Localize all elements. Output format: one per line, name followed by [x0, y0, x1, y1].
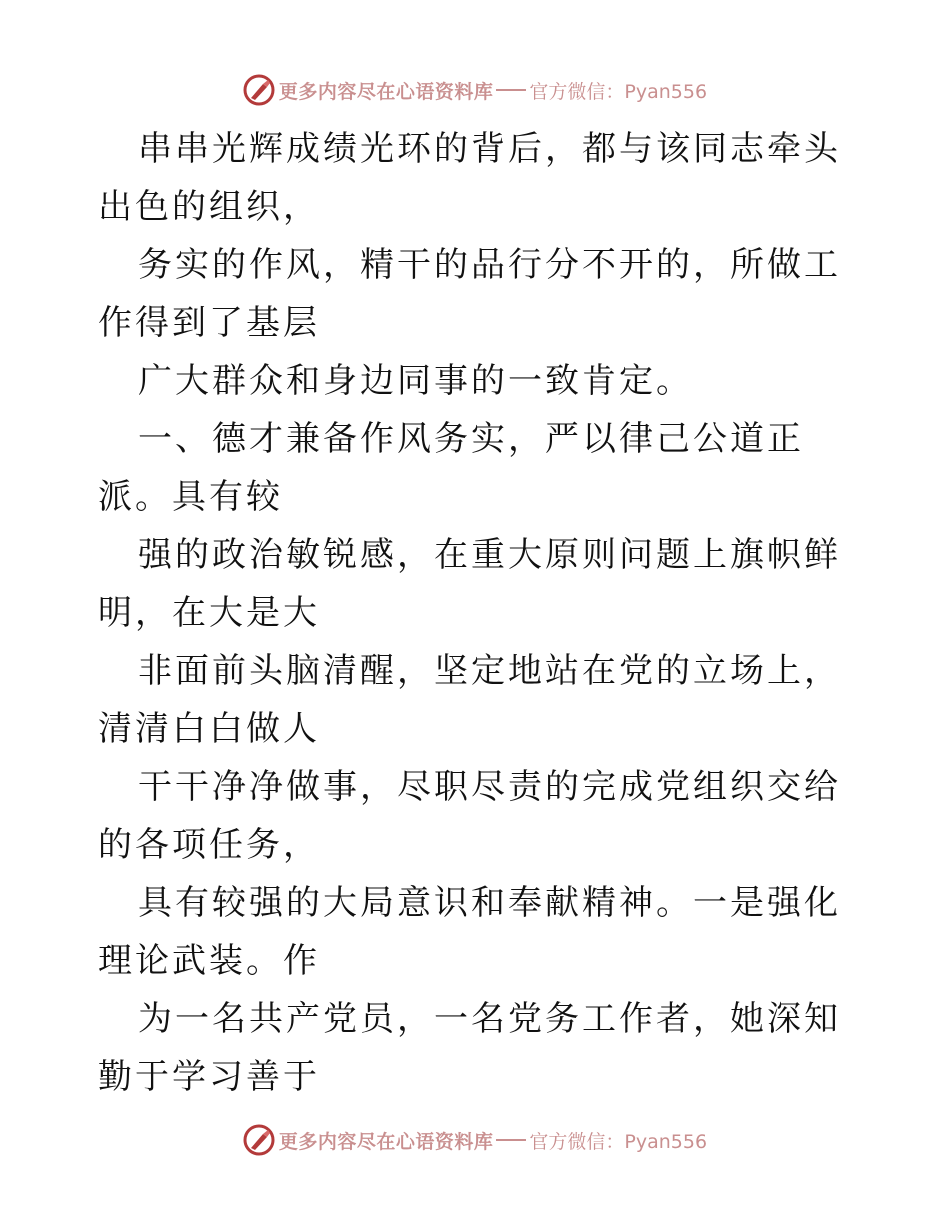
paragraph-7: 干干净净做事，尽职尽责的完成党组织交给的各项任务， — [98, 767, 841, 865]
header-banner — [0, 70, 950, 110]
footer-dash — [496, 1139, 526, 1141]
paragraph-9: 为一名共产党员，一名党务工作者，她深知勤于学习善于 — [98, 999, 841, 1097]
paragraph-5: 强的政治敏锐感，在重大原则问题上旗帜鲜明，在大是大 — [98, 535, 841, 633]
pen-logo-icon — [243, 1124, 275, 1156]
header-dash — [496, 89, 526, 91]
footer-banner — [0, 1120, 950, 1160]
paragraph-8: 具有较强的大局意识和奉献精神。一是强化理论武装。作 — [98, 883, 841, 981]
footer-contact-text: 官方微信：Pyan556 — [529, 1130, 708, 1153]
document-body — [98, 120, 858, 1106]
paragraph-2: 务实的作风，精干的品行分不开的，所做工作得到了基层 — [98, 245, 841, 343]
header-contact-text: 官方微信：Pyan556 — [529, 80, 708, 103]
footer-promo-text: 更多内容尽在心语资料库 — [278, 1130, 494, 1153]
pen-logo-icon — [243, 74, 275, 106]
paragraph-6: 非面前头脑清醒，坚定地站在党的立场上，清清白白做人 — [98, 651, 841, 749]
paragraph-3: 广大群众和身边同事的一致肯定。 — [138, 361, 693, 401]
paragraph-4: 一、德才兼备作风务实，严以律己公道正派。具有较 — [98, 419, 804, 517]
header-promo-text: 更多内容尽在心语资料库 — [278, 80, 494, 103]
paragraph-1: 串串光辉成绩光环的背后，都与该同志牵头出色的组织， — [98, 129, 841, 227]
